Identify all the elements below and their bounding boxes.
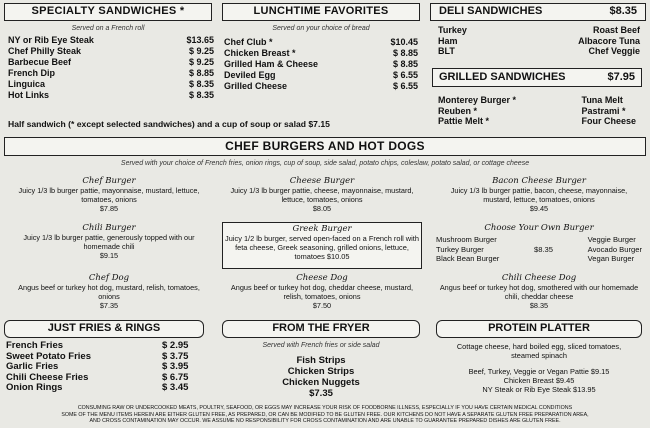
list-item: Chicken Breast * $ 8.85 (224, 48, 418, 58)
burgers-subtitle: Served with your choice of French fries, onion rings, cup of soup, side salad, potato chips, coleslaw, potato salad, or cottage cheese (120, 160, 530, 167)
chili-cheese-dog (436, 273, 642, 310)
item-name: Cheese Burger (289, 176, 355, 186)
list-item: Grilled Cheese $ 6.55 (224, 81, 418, 91)
grilled-title: GRILLED SANDWICHES (439, 71, 566, 83)
lunchtime-title: LUNCHTIME FAVORITES (253, 5, 389, 17)
specialty-header (4, 3, 212, 21)
list-item: Grilled Ham & Cheese $ 8.85 (224, 59, 418, 69)
grilled-right-col: Tuna Melt Pastrami * Four Cheese (581, 95, 636, 126)
list-item: Chili Cheese Fries $ 6.75 (6, 371, 189, 383)
choose-left-col: Mushroom Burger Turkey Burger Black Bean Burger (436, 235, 500, 263)
item-name: Bacon Cheese Burger (492, 176, 586, 186)
fryer-subtitle: Served with French fries or side salad (262, 342, 380, 349)
protein-header (436, 320, 642, 338)
item-price: $8.35 (533, 244, 553, 254)
deli-title: DELI SANDWICHES (439, 5, 543, 17)
list-item: Onion Rings $ 3.45 (6, 382, 189, 393)
item-price: $8.05 (312, 204, 332, 213)
chili-burger (14, 223, 204, 260)
protein-desc: Cottage cheese, hard boiled egg, sliced tomatoes, steamed spinach (456, 342, 622, 360)
deli-price: $8.35 (609, 5, 637, 17)
disclaimer: CONSUMING RAW OR UNDERCOOKED MEATS, POULTRY, SEAFOOD, OR EGGS MAY INCREASE YOUR RISK OF FOODBORNE ILLNESS, ESPECIALLY IF YOU HAVE CERTAIN MEDICAL CONDITIONS SOME OF THE MENU ITEMS HEREIN ARE EITHER GLUTEN FREE, AS PREPARED, OR CAN BE MODIFIED TO BE GLUTEN FREE. OUR KITCHENS DO NOT HAVE A SEPARATE GLUTEN FREE PREPARATION AREA, AND CROSS CONTAMINATION MAY OCCUR. WE ASSUME NO RESPONSIBILITY FOR CROSS CONTAMINATION AND ARE UNABLE TO GUARANTEE PREPARED DISHES ARE GLUTEN FREE. (61, 405, 589, 424)
list-item: Linguica $ 8.35 (8, 79, 214, 89)
bacon-cheese-burger (436, 176, 642, 213)
item-name: Chef Burger (82, 176, 136, 186)
item-desc: Juicy 1/3 lb burger pattie, cheese, mayonnaise, mustard, lettuce, tomatoes, onions (230, 186, 414, 204)
cheese-burger (222, 176, 422, 213)
list-item: French Dip $ 8.85 (8, 68, 214, 78)
list-item: Chef Philly Steak $ 9.25 (8, 46, 214, 56)
fries-header (4, 320, 204, 338)
item-desc: Juicy 1/3 lb burger pattie, bacon, cheese, mayonnaise, mustard, lettuce, tomatoes, onions (450, 186, 628, 204)
deli-left-col: Turkey Ham BLT (438, 25, 467, 56)
specialty-subtitle: Served on a French roll (71, 25, 145, 32)
choose-your-own-burger (436, 223, 642, 264)
item-name: Greek Burger (292, 224, 352, 234)
list-item: Sweet Potato Fries $ 3.75 (6, 350, 189, 362)
list-item: Garlic Fries $ 3.95 (6, 361, 189, 372)
list-item: Barbecue Beef $ 9.25 (8, 57, 214, 67)
list-item: NY or Rib Eye Steak $13.65 (8, 35, 214, 45)
fries-title: JUST FRIES & RINGS (47, 322, 161, 334)
list-item: Chicken Strips (287, 366, 355, 377)
grilled-price: $7.95 (607, 71, 635, 83)
item-name: Chef Dog (88, 273, 130, 283)
lunchtime-list (224, 37, 418, 92)
deli-right-col: Roast Beef Albacore Tuna Chef Veggie (578, 25, 640, 56)
protein-details (436, 342, 642, 394)
choose-right-col: Veggie Burger Avocado Burger Vegan Burger (587, 235, 642, 263)
list-item: French Fries $ 2.95 (6, 340, 189, 351)
item-desc: Juicy 1/3 lb burger pattie, mayonnaise, mustard, lettuce, tomatoes, onions (18, 186, 200, 204)
item-name: Cheese Dog (296, 273, 348, 283)
item-name: Chili Cheese Dog (501, 273, 577, 283)
fryer-list (222, 355, 420, 399)
list-item: Deviled Egg $ 6.55 (224, 70, 418, 80)
fryer-price: $7.35 (309, 388, 333, 399)
half-sandwich-note: Half sandwich (* except selected sandwiches) and a cup of soup or salad $7.15 (8, 119, 330, 129)
protein-line2: Chicken Breast $9.45 (503, 376, 575, 385)
item-price: $7.35 (99, 301, 119, 310)
list-item: Chicken Nuggets (282, 377, 360, 388)
fryer-header (222, 320, 420, 338)
item-name: Chili Burger (82, 223, 136, 233)
item-desc: Juicy 1/3 lb burger pattie, generously topped with our homemade chili (23, 233, 195, 251)
item-price: $9.15 (99, 251, 119, 260)
protein-line1: Beef, Turkey, Veggie or Vegan Pattie $9.15 (468, 367, 610, 376)
grilled-header (432, 68, 642, 87)
lunchtime-subtitle: Served on your choice of bread (272, 25, 370, 32)
item-price: $8.35 (529, 301, 549, 310)
chef-burger (14, 176, 204, 213)
cheese-dog (222, 273, 422, 310)
item-desc: Angus beef or turkey hot dog, mustard, relish, tomatoes, onions (18, 283, 200, 301)
lunchtime-header (222, 3, 420, 21)
grilled-left-col: Monterey Burger * Reuben * Pattie Melt * (438, 95, 517, 126)
burgers-title: CHEF BURGERS AND HOT DOGS (225, 139, 425, 153)
item-desc: Angus beef or turkey hot dog, smothered with our homemade chili, cheddar cheese (439, 283, 639, 301)
list-item: Hot Links $ 8.35 (8, 90, 214, 100)
item-price: $7.85 (99, 204, 119, 213)
item-desc: Juicy 1/2 lb burger, served open-faced on a French roll with feta cheese, Greek seasoning, grilled onions, lettuce, tomatoes $10.05 (225, 234, 419, 261)
item-price: $10.05 (326, 252, 350, 261)
protein-title: PROTEIN PLATTER (488, 322, 590, 334)
deli-header (430, 3, 646, 21)
list-item: Chef Club * $10.45 (224, 37, 418, 47)
item-price: $9.45 (529, 204, 549, 213)
list-item: Fish Strips (296, 355, 346, 366)
item-desc: Angus beef or turkey hot dog, cheddar cheese, mustard, relish, tomatoes, onions (230, 283, 414, 301)
item-price: $7.50 (312, 301, 332, 310)
grilled-list (438, 95, 636, 127)
fryer-title: FROM THE FRYER (272, 322, 370, 334)
burgers-header (4, 137, 646, 156)
specialty-list (8, 35, 214, 101)
specialty-title: SPECIALTY SANDWICHES * (31, 5, 185, 17)
deli-list (438, 25, 640, 57)
chef-dog (14, 273, 204, 310)
fries-list (6, 341, 210, 394)
greek-burger (222, 222, 422, 269)
protein-line3: NY Steak or Rib Eye Steak $13.95 (482, 385, 596, 394)
item-name: Choose Your Own Burger (484, 223, 594, 233)
